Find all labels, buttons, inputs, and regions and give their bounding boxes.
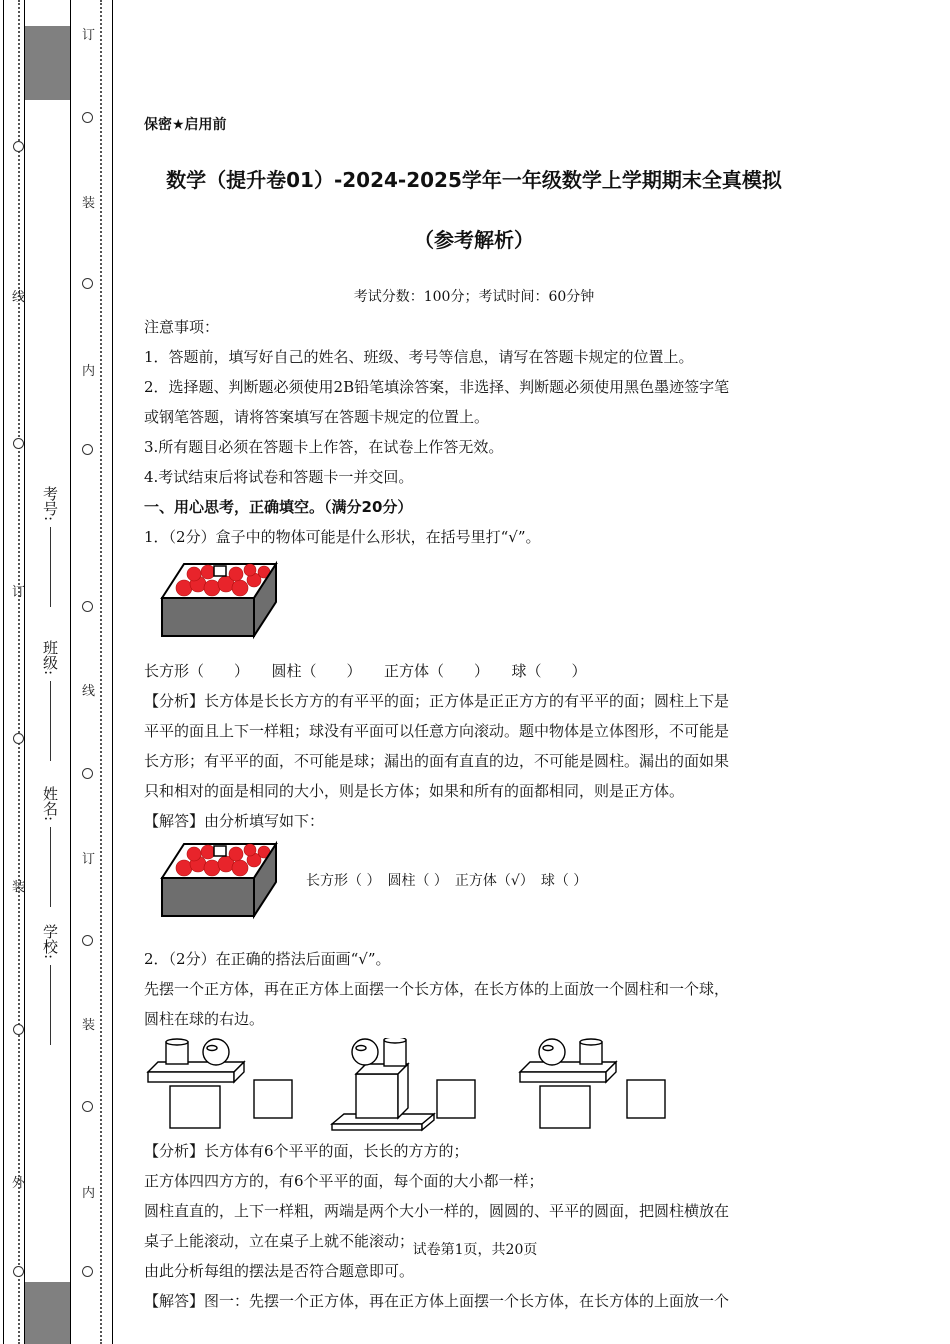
binding-circle	[82, 1101, 93, 1112]
page-content	[144, 112, 804, 1316]
binding-border-line	[70, 0, 71, 1344]
binding-word-inner: 装	[82, 1018, 96, 1033]
binding-circle	[13, 141, 24, 152]
q1-answer-row	[144, 836, 804, 924]
analysis-line: 【解答】图一：先摆一个正方体，再在正方体上面摆一个长方体，在长方体的上面放一个	[144, 1292, 730, 1310]
binding-cut-dots	[100, 0, 102, 1344]
note-item: 3.所有题目必须在答题卡上作答，在试卷上作答无效。	[144, 438, 504, 456]
stack-option-3	[520, 1039, 665, 1128]
field-label: 班级:	[41, 640, 59, 676]
analysis-line: 正方体四四方方的，有6个平平的面，每个面的大小都一样；	[144, 1172, 544, 1190]
binding-circle	[13, 733, 24, 744]
binding-border-line	[24, 0, 25, 1344]
analysis-line: 桌子上能滚动，立在桌子上就不能滚动；	[144, 1232, 415, 1250]
note-item: 1．答题前，填写好自己的姓名、班级、考号等信息，请写在答题卡规定的位置上。	[144, 348, 694, 366]
note-item: 2．选择题、判断题必须使用2B铅笔填涂答案，非选择、判断题必须使用黑色墨迹签字笔	[144, 378, 730, 396]
student-field-class	[40, 640, 61, 761]
notes-heading: 注意事项：	[144, 318, 220, 336]
binding-word-inner: 订	[82, 852, 96, 867]
binding-circle	[13, 438, 24, 449]
student-field-name	[40, 786, 61, 907]
binding-word-outer: 装	[12, 880, 26, 895]
binding-margin	[0, 0, 114, 1344]
analysis-line: 长方形；有平平的面，不可能是球；漏出的面有直直的边，不可能是圆柱。漏出的面如果	[144, 752, 730, 770]
q2-stacking-figures	[144, 1038, 704, 1134]
answer-box[interactable]	[627, 1080, 665, 1118]
field-fill-line[interactable]	[50, 827, 51, 907]
answer-box[interactable]	[254, 1080, 292, 1118]
stack-option-2	[332, 1038, 475, 1130]
answer-lead: 【解答】由分析填写如下：	[144, 812, 325, 830]
analysis-line: 【分析】长方体是长长方方的有平平的面；正方体是正正方方的有平平的面；圆柱上下是	[144, 692, 730, 710]
binding-circle	[13, 1266, 24, 1277]
binding-border-line	[112, 0, 113, 1344]
binding-circle	[82, 1266, 93, 1277]
binding-word-inner: 线	[82, 684, 96, 699]
page-title: 数学（提升卷01）-2024-2025学年一年级数学上学期期末全真模拟	[166, 168, 782, 192]
binding-circle	[82, 444, 93, 455]
analysis-line: 平平的面且上下一样粗；球没有平面可以任意方向滚动。题中物体是立体图形，不可能是	[144, 722, 730, 740]
analysis-line: 【分析】长方体有6个平平的面，长长的方方的；	[144, 1142, 469, 1160]
q1-answer-options: 长方形（ ） 圆柱（ ） 正方体（√） 球（ ）	[306, 873, 588, 889]
binding-circle	[82, 768, 93, 779]
binding-circle	[13, 1024, 24, 1035]
question-stem: 1．（2分）盒子中的物体可能是什么形状，在括号里打“√”。	[144, 528, 541, 546]
q1-options: 长方形（ ） 圆柱（ ） 正方体（ ） 球（ ）	[144, 662, 587, 680]
binding-circle	[82, 935, 93, 946]
binding-word-inner: 装	[82, 196, 96, 211]
analysis-line: 由此分析每组的摆法是否符合题意即可。	[144, 1262, 415, 1280]
page-subtitle: （参考解析）	[414, 228, 534, 252]
field-label: 考号:	[41, 486, 59, 522]
exam-info: 考试分数：100分；考试时间：60分钟	[353, 289, 595, 305]
page-footer: 试卷第1页，共20页	[412, 1242, 538, 1258]
secret-label: 保密★启用前	[144, 117, 227, 133]
analysis-line: 只和相对的面是相同的大小，则是长方体；如果和所有的面都相同，则是正方体。	[144, 782, 685, 800]
binding-circle	[82, 601, 93, 612]
question-stem: 2．（2分）在正确的搭法后面画“√”。	[144, 950, 391, 968]
binding-gray-block	[25, 1282, 70, 1344]
q1-answer-box-figure	[160, 838, 300, 928]
note-item: 4.考试结束后将试卷和答题卡一并交回。	[144, 468, 414, 486]
binding-word-outer: 外	[12, 1176, 26, 1191]
binding-circle	[82, 112, 93, 123]
field-fill-line[interactable]	[50, 681, 51, 761]
q2-desc-line: 圆柱在球的右边。	[144, 1010, 265, 1028]
answer-box[interactable]	[437, 1080, 475, 1118]
binding-word-outer: 线	[12, 290, 26, 305]
binding-word-outer: 订	[12, 585, 26, 600]
field-fill-line[interactable]	[50, 965, 51, 1045]
field-label: 学校:	[41, 924, 59, 960]
field-label: 姓名:	[41, 786, 59, 822]
open-box-illustration	[162, 564, 276, 636]
binding-circle	[82, 278, 93, 289]
q1-box-figure	[160, 558, 300, 648]
note-item: 或钢笔答题，请将答案填写在答题卡规定的位置上。	[144, 408, 490, 426]
q2-desc-line: 先摆一个正方体，再在正方体上面摆一个长方体，在长方体的上面放一个圆柱和一个球，	[144, 980, 730, 998]
binding-word-inner: 订	[82, 28, 96, 43]
binding-gray-block	[25, 26, 70, 100]
binding-border-line	[3, 0, 4, 1344]
stack-option-1	[148, 1039, 292, 1128]
student-field-exam-no	[40, 486, 61, 607]
student-field-school	[40, 924, 61, 1045]
binding-word-inner: 内	[82, 364, 96, 379]
field-fill-line[interactable]	[50, 527, 51, 607]
open-box-illustration	[162, 844, 276, 916]
binding-cut-dots	[18, 0, 20, 1344]
binding-word-inner: 内	[82, 1186, 96, 1201]
section-heading: 一、用心思考，正确填空。（满分20分）	[144, 498, 413, 516]
analysis-line: 圆柱直直的，上下一样粗，两端是两个大小一样的，圆圆的、平平的圆面，把圆柱横放在	[144, 1202, 730, 1220]
